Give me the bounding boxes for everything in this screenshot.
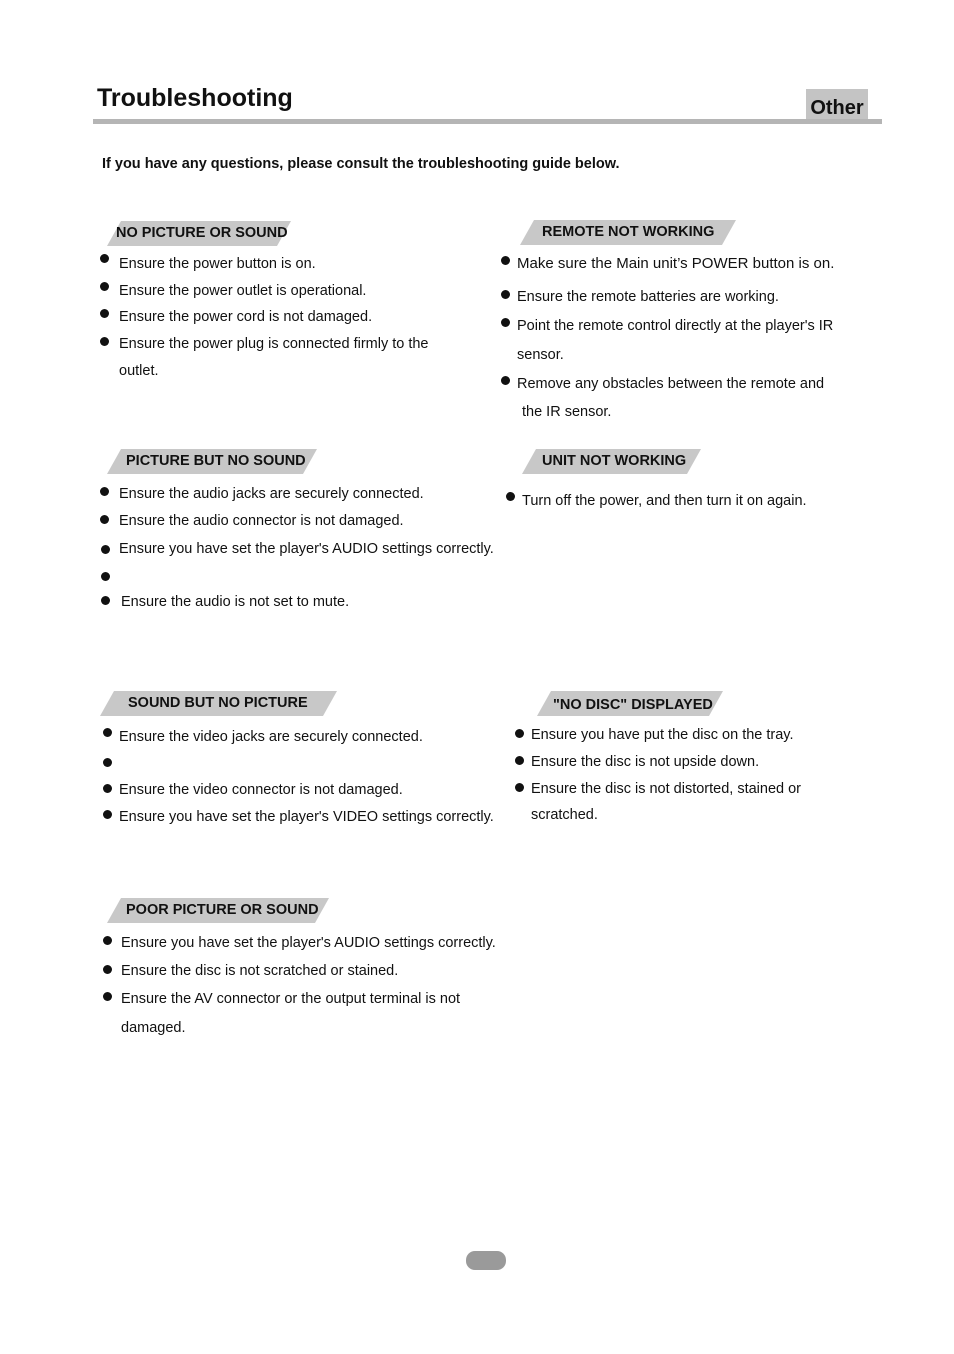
title-divider [93, 119, 882, 124]
section-title: REMOTE NOT WORKING [542, 224, 715, 240]
list-item: Ensure the AV connector or the output terminal is not [121, 991, 461, 1007]
page-title: Troubleshooting [97, 84, 293, 112]
list-item: Ensure the power outlet is operational. [119, 283, 367, 299]
bullet-icon [103, 728, 112, 737]
section-title: NO PICTURE OR SOUND [116, 225, 288, 241]
bullet-icon [101, 596, 110, 605]
list-item: Ensure the audio jacks are securely connected. [119, 486, 424, 502]
bullet-icon [103, 965, 112, 974]
section-header-unit-not-working [522, 449, 701, 474]
list-item-continuation: sensor. [517, 347, 564, 363]
list-item: Ensure the remote batteries are working. [517, 289, 779, 305]
list-item: Ensure the disc is not scratched or stained. [121, 963, 399, 979]
list-item-continuation: outlet. [119, 363, 159, 379]
section-title: POOR PICTURE OR SOUND [126, 902, 319, 918]
list-item: Ensure the power button is on. [119, 256, 316, 272]
bullet-icon [103, 936, 112, 945]
section-header-sound-but-no-picture [100, 691, 337, 716]
bullet-icon [515, 783, 524, 792]
section-header-no-disc-displayed [537, 691, 723, 716]
bullet-icon [100, 254, 109, 263]
list-item: Ensure you have set the player's VIDEO settings correctly. [119, 809, 494, 825]
bullet-icon [103, 784, 112, 793]
bullet-icon [100, 487, 109, 496]
list-item: Ensure the power cord is not damaged. [119, 309, 373, 325]
list-item: Ensure you have set the player's AUDIO settings correctly. [119, 541, 494, 557]
bullet-icon [101, 545, 110, 554]
bullet-icon [501, 256, 510, 265]
section-header-picture-but-no-sound [107, 449, 317, 474]
bullet-icon [100, 337, 109, 346]
list-item-continuation: the IR sensor. [522, 404, 612, 420]
section-title: SOUND BUT NO PICTURE [128, 695, 308, 711]
bullet-icon [515, 756, 524, 765]
section-title: UNIT NOT WORKING [542, 453, 687, 469]
bullet-icon [101, 572, 110, 581]
list-item: Ensure the disc is not upside down. [531, 754, 760, 770]
section-header-poor-picture-or-sound [107, 898, 329, 923]
list-item: Ensure the video jacks are securely connected. [119, 729, 423, 745]
list-item: Ensure the audio connector is not damaged. [119, 513, 404, 529]
bullet-icon [103, 758, 112, 767]
section-header-remote-not-working [520, 220, 736, 245]
bullet-icon [506, 492, 515, 501]
section-title: "NO DISC" DISPLAYED [553, 697, 713, 713]
page-number-badge [466, 1251, 506, 1270]
bullet-icon [501, 376, 510, 385]
list-item-continuation: scratched. [531, 807, 598, 823]
section-title: PICTURE BUT NO SOUND [126, 453, 306, 469]
list-item: Ensure you have set the player's AUDIO settings correctly. [121, 935, 496, 951]
bullet-icon [501, 318, 510, 327]
section-tag: Other [806, 89, 868, 123]
bullet-icon [103, 992, 112, 1001]
section-header-no-picture-or-sound [107, 221, 291, 246]
list-item-continuation: damaged. [121, 1020, 186, 1036]
list-item: Turn off the power, and then turn it on again. [522, 493, 807, 509]
list-item: Ensure you have put the disc on the tray. [531, 727, 794, 743]
list-item: Ensure the disc is not distorted, stained or [531, 781, 802, 797]
bullet-icon [103, 810, 112, 819]
bullet-icon [100, 309, 109, 318]
list-item: Point the remote control directly at the player's IR [517, 318, 834, 334]
intro-text: If you have any questions, please consult the troubleshooting guide below. [102, 156, 620, 172]
bullet-icon [515, 729, 524, 738]
list-item: Ensure the video connector is not damaged. [119, 782, 403, 798]
list-item: Remove any obstacles between the remote and [517, 376, 825, 392]
bullet-icon [100, 515, 109, 524]
list-item: Ensure the audio is not set to mute. [121, 594, 350, 610]
list-item: Ensure the power plug is connected firmly to the [119, 336, 429, 352]
bullet-icon [100, 282, 109, 291]
bullet-icon [501, 290, 510, 299]
list-item: Make sure the Main unit’s POWER button is on. [517, 255, 835, 272]
